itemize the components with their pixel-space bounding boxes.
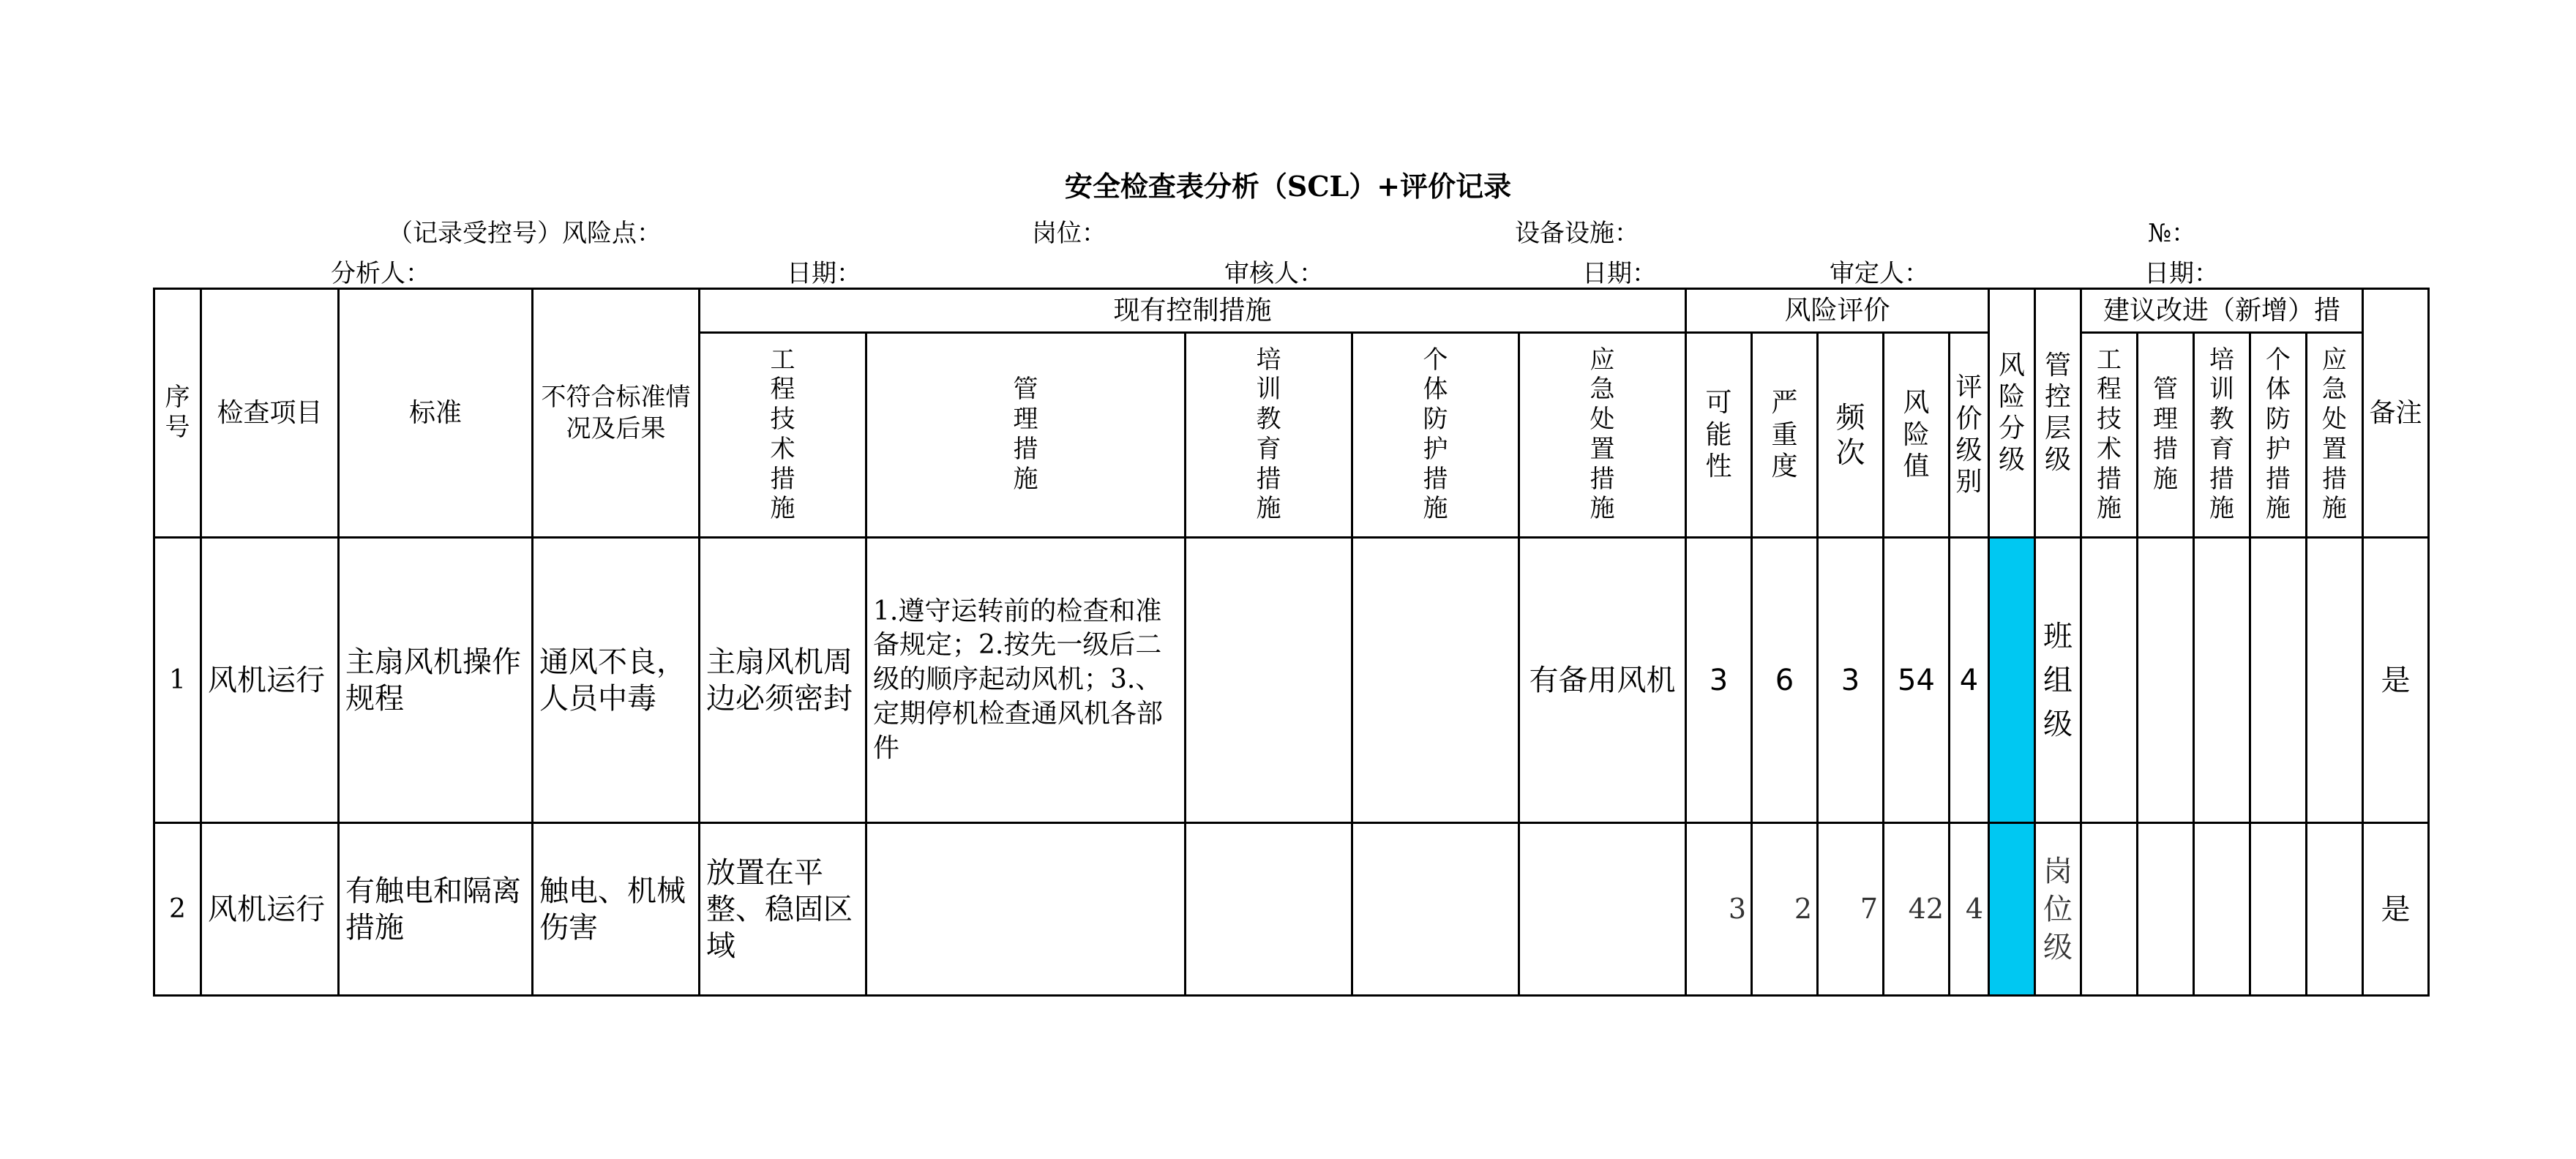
table-row — [154, 823, 2429, 996]
header-control-level: 管控层级 — [2035, 289, 2081, 538]
header-seq: 序号 — [154, 289, 201, 538]
row-mgmt — [866, 823, 1186, 996]
row-risk-grade — [1989, 823, 2035, 996]
header-s-ppe: 个体防护措施 — [2250, 333, 2307, 538]
number-label: №： — [2148, 219, 2197, 248]
row-s-mgmt — [2138, 538, 2194, 823]
row-emergency: 有备用风机 — [1519, 538, 1686, 823]
row-control-level: 岗位级 — [2035, 823, 2081, 996]
row-s-eng — [2081, 538, 2138, 823]
row-likelihood: 3 — [1686, 823, 1752, 996]
header-s-emergency: 应急处置措施 — [2307, 333, 2363, 538]
row-standard: 有触电和隔离措施 — [339, 823, 533, 996]
row-frequency: 7 — [1818, 823, 1884, 996]
date-label-2: 日期： — [1582, 259, 1657, 288]
row-likelihood: 3 — [1686, 538, 1752, 823]
header-s-training: 培训教育措施 — [2194, 333, 2250, 538]
row-s-eng — [2081, 823, 2138, 996]
header-mgmt: 管理措施 — [866, 333, 1186, 538]
header-emergency: 应急处置措施 — [1519, 333, 1686, 538]
row-seq: 1 — [154, 538, 201, 823]
approver-label: 审定人： — [1830, 259, 1929, 288]
row-item: 风机运行 — [201, 823, 339, 996]
row-s-training — [2194, 538, 2250, 823]
row-remark: 是 — [2363, 538, 2429, 823]
row-eval-level: 4 — [1950, 538, 1989, 823]
row-remark: 是 — [2363, 823, 2429, 996]
row-s-ppe — [2250, 823, 2307, 996]
header-eng: 工程技术措施 — [700, 333, 866, 538]
row-frequency: 3 — [1818, 538, 1884, 823]
row-eng: 放置在平整、稳固区域 — [700, 823, 866, 996]
row-risk-value: 42 — [1884, 823, 1950, 996]
header-training: 培训教育措施 — [1186, 333, 1352, 538]
row-ppe — [1352, 538, 1519, 823]
record-point-label: （记录受控号）风险点： — [388, 219, 662, 248]
header-risk-value: 风险值 — [1884, 333, 1950, 538]
row-severity: 2 — [1752, 823, 1818, 996]
row-training — [1186, 823, 1352, 996]
header-standard: 标准 — [339, 289, 533, 538]
row-standard: 主扇风机操作规程 — [339, 538, 533, 823]
row-seq: 2 — [154, 823, 201, 996]
header-eval-level: 评价级别 — [1950, 333, 1989, 538]
header-ppe: 个体防护措施 — [1352, 333, 1519, 538]
header-suggest: 建议改进（新增）措 — [2081, 289, 2363, 333]
header-existing-controls: 现有控制措施 — [700, 289, 1686, 333]
row-severity: 6 — [1752, 538, 1818, 823]
row-emergency — [1519, 823, 1686, 996]
row-ppe — [1352, 823, 1519, 996]
header-s-eng: 工程技术措施 — [2081, 333, 2138, 538]
header-likelihood: 可能性 — [1686, 333, 1752, 538]
row-training — [1186, 538, 1352, 823]
row-risk-value: 54 — [1884, 538, 1950, 823]
header-nonconform: 不符合标准情况及后果 — [533, 289, 700, 538]
row-item: 风机运行 — [201, 538, 339, 823]
row-risk-grade — [1989, 538, 2035, 823]
row-s-ppe — [2250, 538, 2307, 823]
row-s-emergency — [2307, 823, 2363, 996]
row-control-level: 班组级 — [2035, 538, 2081, 823]
equipment-label: 设备设施： — [1515, 219, 1639, 248]
row-nonconform: 通风不良，人员中毒 — [533, 538, 700, 823]
scl-table — [153, 288, 2430, 997]
row-eng: 主扇风机周边必须密封 — [700, 538, 866, 823]
table-row — [154, 538, 2429, 823]
date-label-3: 日期： — [2144, 259, 2219, 288]
row-s-mgmt — [2138, 823, 2194, 996]
header-risk-eval: 风险评价 — [1686, 289, 1989, 333]
header-risk-grade: 风险分级 — [1989, 289, 2035, 538]
position-label: 岗位： — [1032, 219, 1107, 248]
page-title: 安全检查表分析（SCL）+评价记录 — [1064, 170, 1512, 203]
row-nonconform: 触电、机械伤害 — [533, 823, 700, 996]
header-remark: 备注 — [2363, 289, 2429, 538]
row-s-emergency — [2307, 538, 2363, 823]
header-frequency: 频次 — [1818, 333, 1884, 538]
header-severity: 严重度 — [1752, 333, 1818, 538]
row-s-training — [2194, 823, 2250, 996]
row-eval-level: 4 — [1950, 823, 1989, 996]
analyst-label: 分析人： — [331, 259, 430, 288]
header-s-mgmt: 管理措施 — [2138, 333, 2194, 538]
header-item: 检查项目 — [201, 289, 339, 538]
date-label-1: 日期： — [787, 259, 861, 288]
row-mgmt: 1.遵守运转前的检查和准备规定；2.按先一级后二级的顺序起动风机；3.、定期停机检查通风机各部件 — [866, 538, 1186, 823]
reviewer-label: 审核人： — [1224, 259, 1324, 288]
